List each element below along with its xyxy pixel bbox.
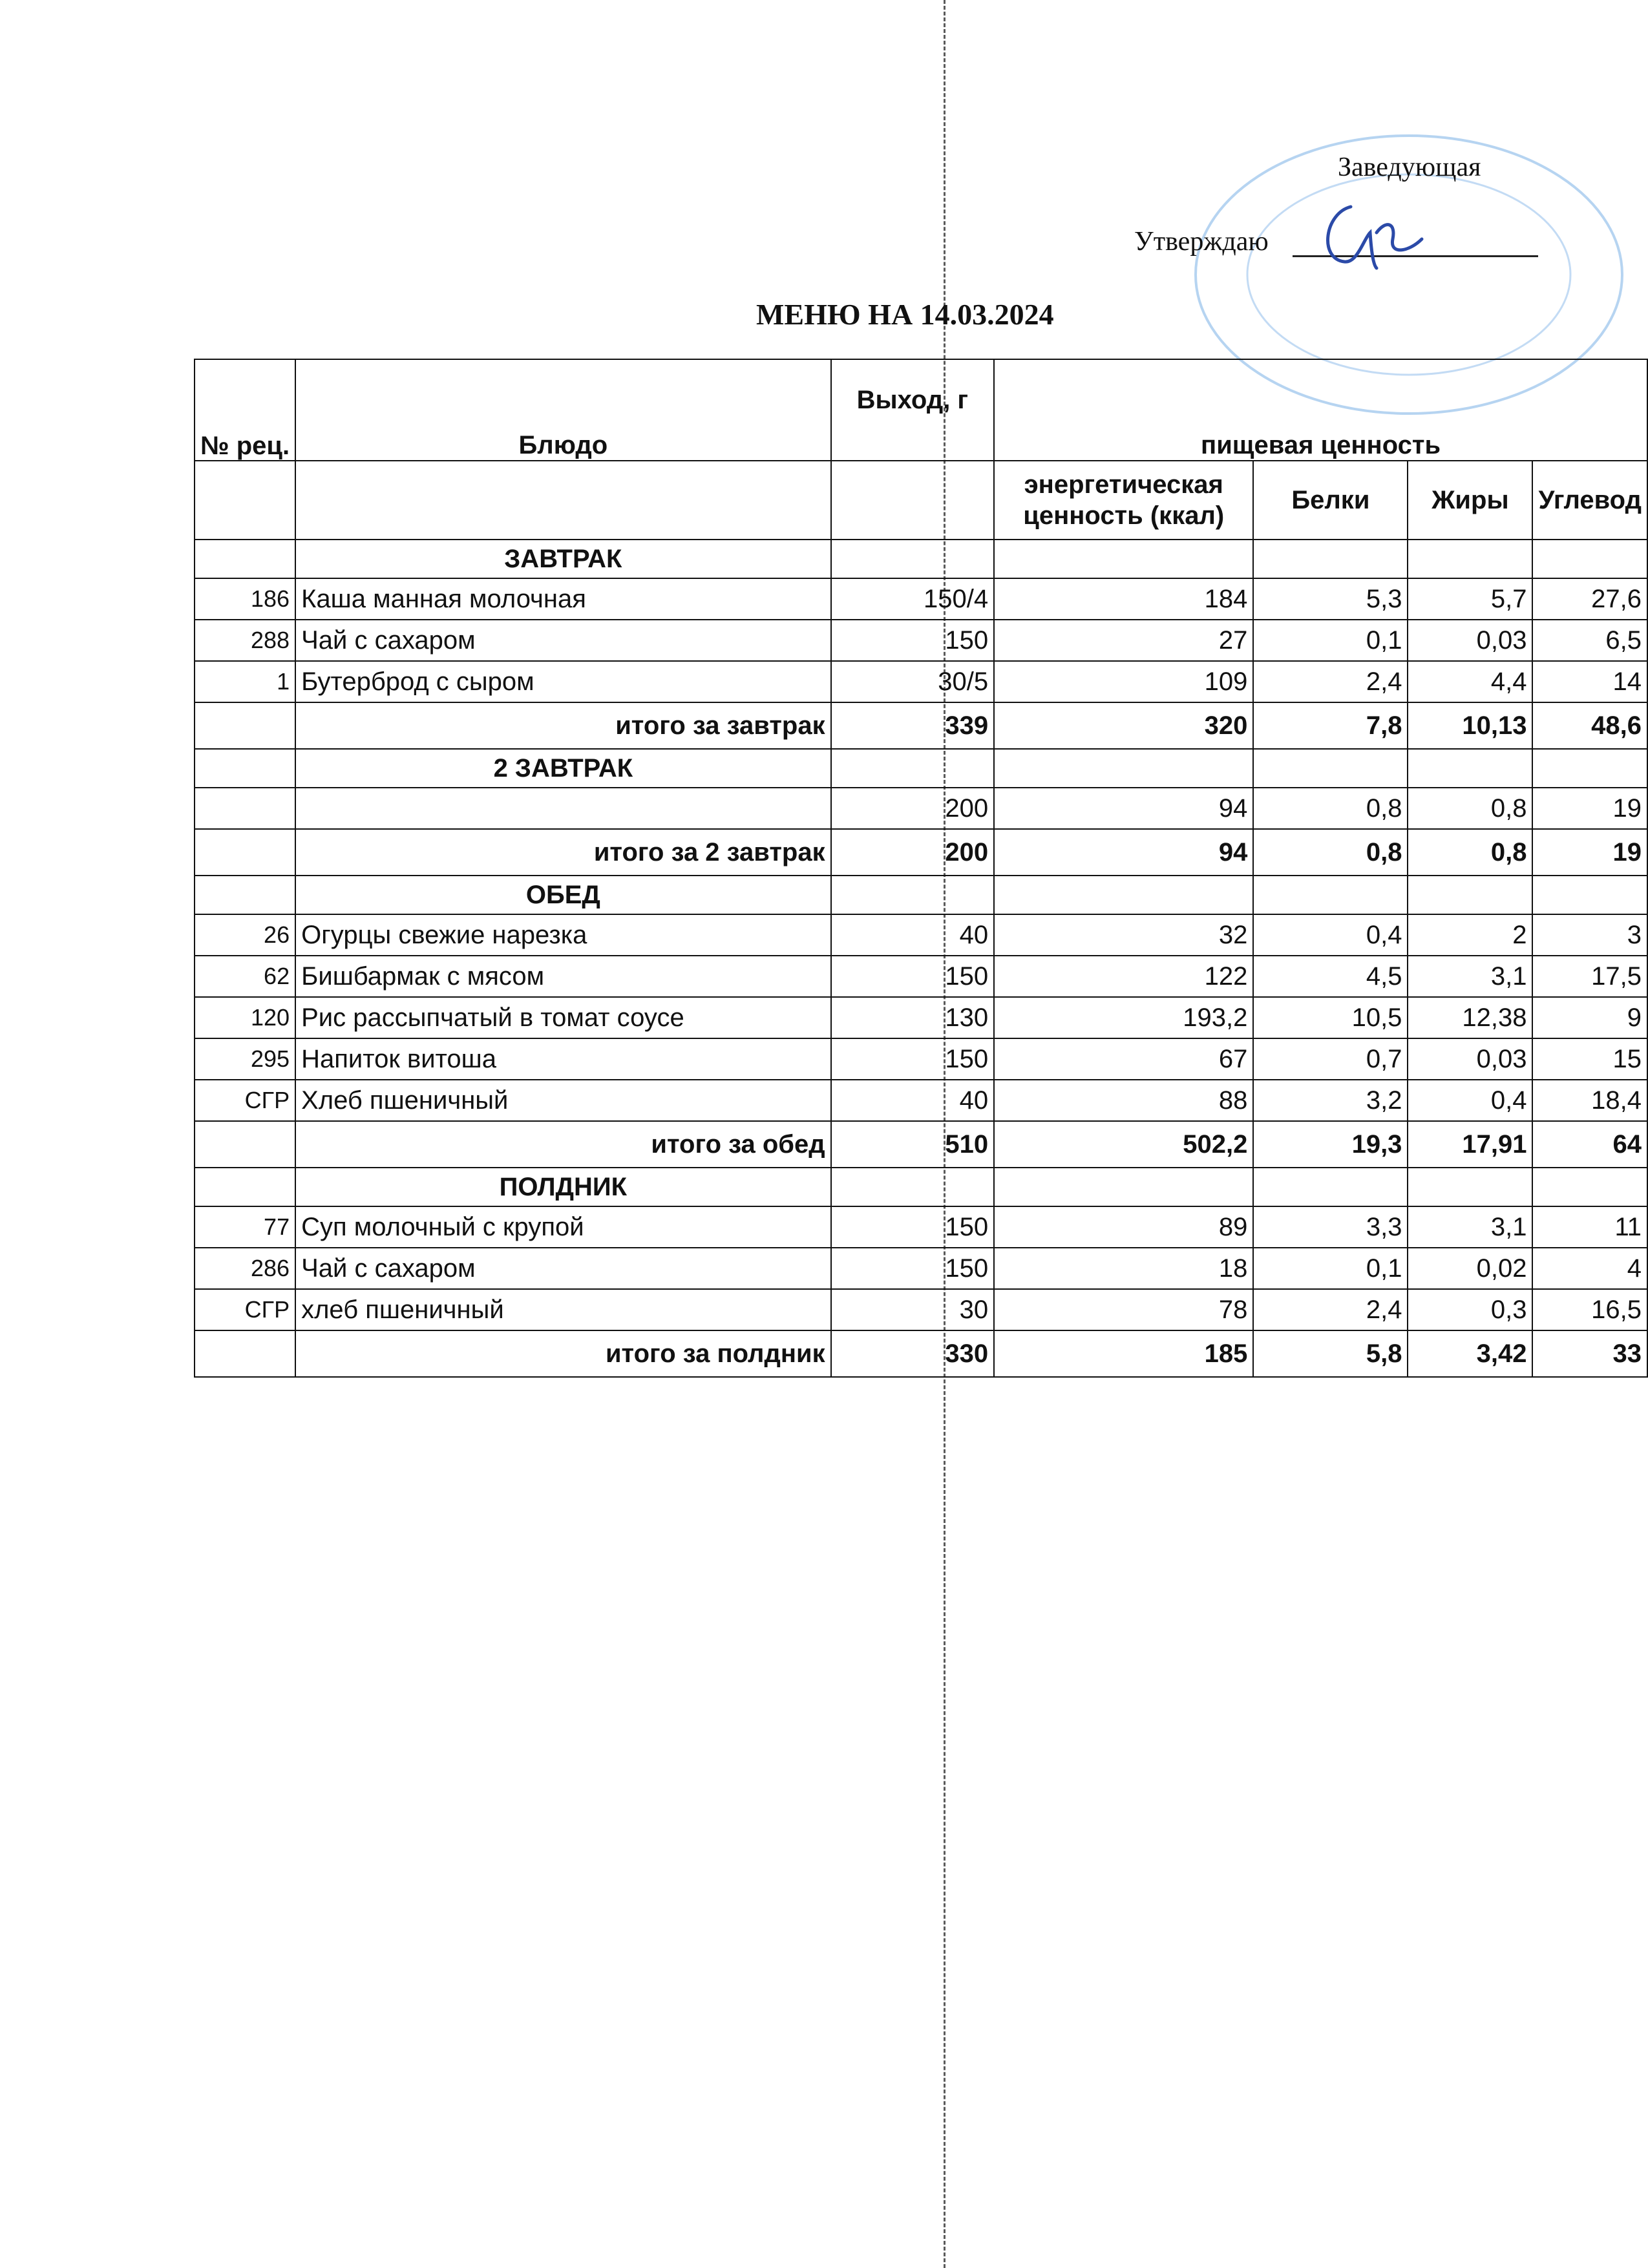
total-protein: 19,3 (1253, 1121, 1408, 1168)
total-fat: 0,8 (1408, 829, 1532, 876)
total-output: 200 (831, 829, 994, 876)
recipe-number: 77 (195, 1206, 295, 1248)
total-carbs: 48,6 (1532, 702, 1647, 749)
table-row (195, 578, 1647, 620)
kcal-value: 109 (994, 661, 1253, 702)
empty-cell (1532, 876, 1647, 914)
fat-value: 0,8 (1408, 788, 1532, 829)
empty-cell (195, 702, 295, 749)
protein-value: 0,7 (1253, 1038, 1408, 1080)
total-fat: 17,91 (1408, 1121, 1532, 1168)
table-row (195, 661, 1647, 702)
dish-name: Чай с сахаром (295, 620, 831, 661)
protein-value: 0,1 (1253, 1248, 1408, 1289)
protein-value: 2,4 (1253, 661, 1408, 702)
total-label: итого за завтрак (295, 702, 831, 749)
total-label: итого за 2 завтрак (295, 829, 831, 876)
section-row (195, 540, 1647, 578)
total-row (195, 702, 1647, 749)
empty-cell (831, 1168, 994, 1206)
empty-cell (1532, 749, 1647, 788)
recipe-number: 62 (195, 956, 295, 997)
total-kcal: 502,2 (994, 1121, 1253, 1168)
total-kcal: 94 (994, 829, 1253, 876)
empty-cell (1408, 749, 1532, 788)
kcal-value: 32 (994, 914, 1253, 956)
carbs-value: 9 (1532, 997, 1647, 1038)
total-carbs: 33 (1532, 1330, 1647, 1377)
total-row (195, 1330, 1647, 1377)
kcal-value: 94 (994, 788, 1253, 829)
fat-value: 2 (1408, 914, 1532, 956)
fat-value: 0,03 (1408, 1038, 1532, 1080)
kcal-value: 184 (994, 578, 1253, 620)
output-value: 200 (831, 788, 994, 829)
carbs-value: 27,6 (1532, 578, 1647, 620)
section-row (195, 876, 1647, 914)
empty-cell (195, 1121, 295, 1168)
empty-cell (1253, 749, 1408, 788)
empty-cell (1408, 876, 1532, 914)
kcal-value: 78 (994, 1289, 1253, 1330)
section-title: ПОЛДНИК (295, 1168, 831, 1206)
total-fat: 3,42 (1408, 1330, 1532, 1377)
dish-name: Бишбармак с мясом (295, 956, 831, 997)
total-protein: 7,8 (1253, 702, 1408, 749)
output-value: 150 (831, 956, 994, 997)
table-row (195, 1248, 1647, 1289)
empty-cell (295, 461, 831, 540)
empty-cell (1253, 540, 1408, 578)
empty-cell (994, 749, 1253, 788)
page-title: МЕНЮ НА 14.03.2024 (756, 298, 1054, 331)
table-row (195, 997, 1647, 1038)
table-row (195, 1080, 1647, 1121)
section-title: ОБЕД (295, 876, 831, 914)
empty-cell (831, 540, 994, 578)
protein-value: 5,3 (1253, 578, 1408, 620)
output-value: 150 (831, 620, 994, 661)
empty-cell (1253, 876, 1408, 914)
kcal-value: 18 (994, 1248, 1253, 1289)
fat-value: 5,7 (1408, 578, 1532, 620)
col-output-header: Выход, г (831, 359, 994, 461)
dish-name (295, 788, 831, 829)
protein-value: 0,8 (1253, 788, 1408, 829)
fat-value: 4,4 (1408, 661, 1532, 702)
table-row (195, 788, 1647, 829)
table-row (195, 914, 1647, 956)
recipe-number (195, 788, 295, 829)
total-fat: 10,13 (1408, 702, 1532, 749)
dish-name: Рис рассыпчатый в томат соусе (295, 997, 831, 1038)
output-value: 150 (831, 1038, 994, 1080)
table-row (195, 1206, 1647, 1248)
recipe-number: 1 (195, 661, 295, 702)
kcal-value: 193,2 (994, 997, 1253, 1038)
subheader-row (195, 461, 1647, 540)
section-title: ЗАВТРАК (295, 540, 831, 578)
protein-value: 3,3 (1253, 1206, 1408, 1248)
total-carbs: 19 (1532, 829, 1647, 876)
total-protein: 5,8 (1253, 1330, 1408, 1377)
output-value: 150 (831, 1248, 994, 1289)
total-label: итого за полдник (295, 1330, 831, 1377)
output-value: 150 (831, 1206, 994, 1248)
protein-value: 10,5 (1253, 997, 1408, 1038)
dish-name: Бутерброд с сыром (295, 661, 831, 702)
carbs-value: 19 (1532, 788, 1647, 829)
empty-cell (831, 749, 994, 788)
recipe-number: 186 (195, 578, 295, 620)
empty-cell (1408, 1168, 1532, 1206)
protein-value: 3,2 (1253, 1080, 1408, 1121)
empty-cell (1408, 540, 1532, 578)
empty-cell (1532, 540, 1647, 578)
carbs-value: 14 (1532, 661, 1647, 702)
output-value: 40 (831, 1080, 994, 1121)
protein-value: 0,1 (1253, 620, 1408, 661)
col-nutrition-header: пищевая ценность (994, 359, 1647, 461)
recipe-number: 288 (195, 620, 295, 661)
empty-cell (831, 461, 994, 540)
empty-cell (195, 876, 295, 914)
total-label: итого за обед (295, 1121, 831, 1168)
col-kcal-header: энергетическая ценность (ккал) (994, 461, 1253, 540)
total-output: 339 (831, 702, 994, 749)
empty-cell (831, 876, 994, 914)
menu-table (194, 359, 1648, 1378)
empty-cell (994, 876, 1253, 914)
output-value: 130 (831, 997, 994, 1038)
dish-name: Чай с сахаром (295, 1248, 831, 1289)
empty-cell (195, 1330, 295, 1377)
kcal-value: 67 (994, 1038, 1253, 1080)
table-row (195, 956, 1647, 997)
recipe-number: 120 (195, 997, 295, 1038)
dish-name: Хлеб пшеничный (295, 1080, 831, 1121)
kcal-value: 27 (994, 620, 1253, 661)
dish-name: Напиток витоша (295, 1038, 831, 1080)
fat-value: 0,4 (1408, 1080, 1532, 1121)
fat-value: 0,02 (1408, 1248, 1532, 1289)
kcal-value: 122 (994, 956, 1253, 997)
recipe-number: СГР (195, 1080, 295, 1121)
approve-label: Утверждаю (1134, 227, 1269, 257)
carbs-value: 4 (1532, 1248, 1647, 1289)
empty-cell (195, 749, 295, 788)
carbs-value: 3 (1532, 914, 1647, 956)
section-row (195, 749, 1647, 788)
empty-cell (195, 461, 295, 540)
empty-cell (994, 1168, 1253, 1206)
total-row (195, 1121, 1647, 1168)
output-value: 30 (831, 1289, 994, 1330)
carbs-value: 16,5 (1532, 1289, 1647, 1330)
col-protein-header: Белки (1253, 461, 1408, 540)
protein-value: 2,4 (1253, 1289, 1408, 1330)
protein-value: 0,4 (1253, 914, 1408, 956)
empty-cell (1532, 1168, 1647, 1206)
approver-title: Заведующая (1338, 152, 1481, 182)
recipe-number: СГР (195, 1289, 295, 1330)
empty-cell (994, 540, 1253, 578)
fat-value: 0,03 (1408, 620, 1532, 661)
section-title: 2 ЗАВТРАК (295, 749, 831, 788)
empty-cell (195, 829, 295, 876)
total-row (195, 829, 1647, 876)
fat-value: 12,38 (1408, 997, 1532, 1038)
fat-value: 3,1 (1408, 956, 1532, 997)
recipe-number: 26 (195, 914, 295, 956)
dish-name: Каша манная молочная (295, 578, 831, 620)
output-value: 40 (831, 914, 994, 956)
recipe-number: 286 (195, 1248, 295, 1289)
section-row (195, 1168, 1647, 1206)
total-output: 330 (831, 1330, 994, 1377)
output-value: 30/5 (831, 661, 994, 702)
empty-cell (195, 1168, 295, 1206)
total-output: 510 (831, 1121, 994, 1168)
carbs-value: 17,5 (1532, 956, 1647, 997)
total-kcal: 320 (994, 702, 1253, 749)
carbs-value: 18,4 (1532, 1080, 1647, 1121)
table-row (195, 620, 1647, 661)
signature (1312, 194, 1428, 278)
kcal-value: 88 (994, 1080, 1253, 1121)
table-row (195, 1289, 1647, 1330)
col-no-header: № рец. (195, 359, 295, 461)
carbs-value: 11 (1532, 1206, 1647, 1248)
empty-cell (195, 540, 295, 578)
carbs-value: 6,5 (1532, 620, 1647, 661)
total-protein: 0,8 (1253, 829, 1408, 876)
table-row (195, 1038, 1647, 1080)
col-fat-header: Жиры (1408, 461, 1532, 540)
header-row (195, 359, 1647, 461)
col-carbs-header: Углевод (1532, 461, 1647, 540)
dish-name: хлеб пшеничный (295, 1289, 831, 1330)
output-value: 150/4 (831, 578, 994, 620)
col-dish-header: Блюдо (295, 359, 831, 461)
empty-cell (1253, 1168, 1408, 1206)
fat-value: 3,1 (1408, 1206, 1532, 1248)
carbs-value: 15 (1532, 1038, 1647, 1080)
recipe-number: 295 (195, 1038, 295, 1080)
dish-name: Суп молочный с крупой (295, 1206, 831, 1248)
kcal-value: 89 (994, 1206, 1253, 1248)
dish-name: Огурцы свежие нарезка (295, 914, 831, 956)
total-kcal: 185 (994, 1330, 1253, 1377)
protein-value: 4,5 (1253, 956, 1408, 997)
total-carbs: 64 (1532, 1121, 1647, 1168)
fat-value: 0,3 (1408, 1289, 1532, 1330)
